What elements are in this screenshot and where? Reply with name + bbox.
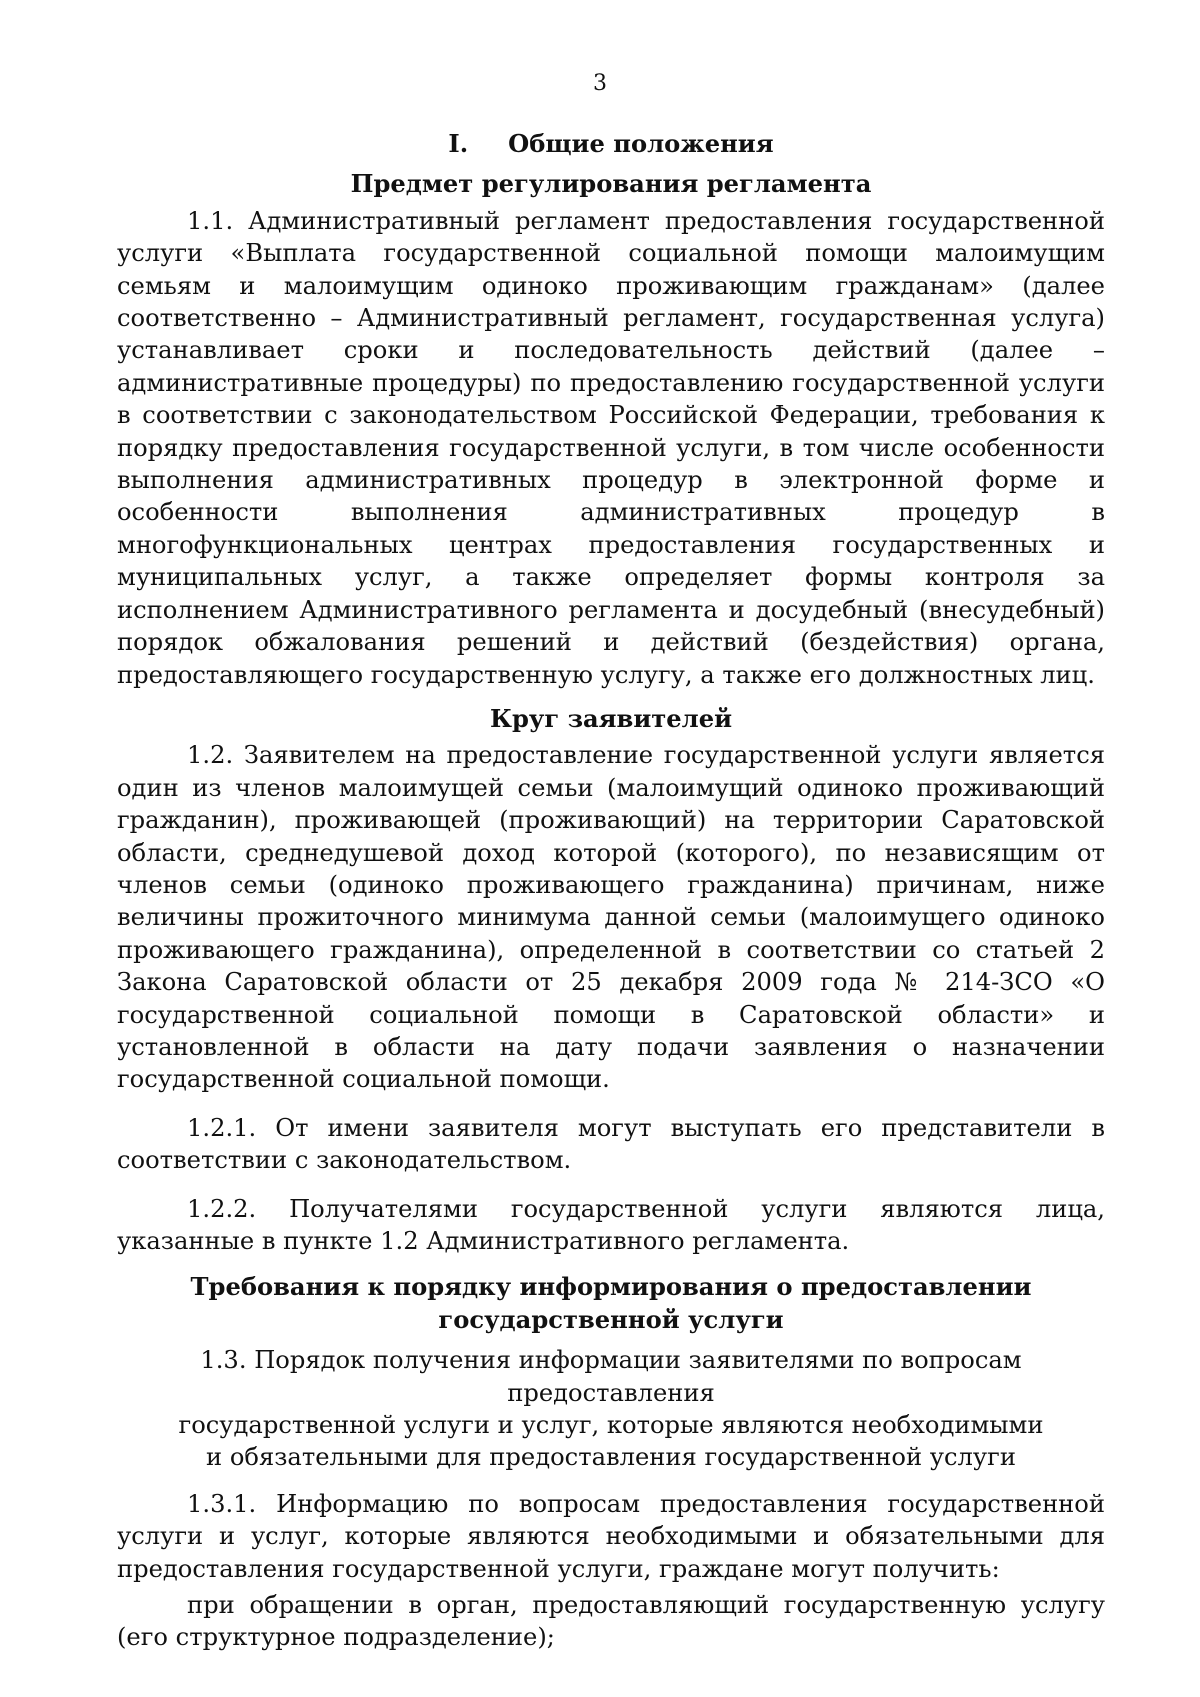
subheading-subject: Предмет регулирования регламента [350, 169, 872, 199]
subheading-1-3-line-1: 1.3. Порядок получения информации заявителями по вопросам предоставления [200, 1346, 1022, 1407]
paragraph-1-2: 1.2. Заявителем на предоставление государственной услуги является один из членов малоимущей семьи (малоимущий одиноко проживающий гражданин), проживающей (проживающий) на территории Саратовской области, среднедушевой доход которой (которого), по независящим от членов семьи (одиноко проживающего гражданина) причинам, ниже величины прожиточного минимума данной семьи (малоимущего одиноко проживающего гражданина), определенной в соответствии со статьей 2 Закона Саратовской области от 25 декабря 2009 года № 214-ЗСО «О государственной социальной помощи в Саратовской области» и установленной в области на дату подачи заявления о назначении государственной социальной помощи. [117, 741, 1105, 1094]
page-number: 3 [593, 71, 607, 96]
subheading-1-3 [117, 1344, 1105, 1474]
section-numeral: I. [448, 129, 469, 158]
subheading-1-3-line-3: и обязательными для предоставления государственной услуги [206, 1443, 1016, 1472]
section-heading [117, 128, 1105, 160]
paragraph-list-item-1: при обращении в орган, предоставляющий государственную услугу (его структурное подразделение); [117, 1591, 1105, 1652]
subheading-1-3-line-2: государственной услуги и услуг, которые являются необходимыми [178, 1411, 1044, 1440]
paragraph-1-3-1: 1.3.1. Информацию по вопросам предоставления государственной услуги и услуг, которые являются необходимыми и обязательными для предоставления государственной услуги, граждане могут получить: [117, 1489, 1105, 1583]
section-title: Общие положения [508, 129, 774, 158]
paragraph-1-1: 1.1. Административный регламент предоставления государственной услуги «Выплата государственной социальной помощи малоимущим семьям и малоимущим одиноко проживающим гражданам» (далее соответственно – Административный регламент, государственная услуга) устанавливает сроки и последовательность действий (далее – административные процедуры) по предоставлению государственной услуги в соответствии с законодательством Российской Федерации, требования к порядку предоставления государственной услуги, в том числе особенности выполнения административных процедур в электронной форме и особенности выполнения административных процедур в многофункциональных центрах предоставления государственных и муниципальных услуг, а также определяет формы контроля за исполнением Административного регламента и досудебный (внесудебный) порядок обжалования решений и действий (бездействия) органа, предоставляющего государственную услугу, а также его должностных лиц. [117, 206, 1105, 689]
document-body [117, 128, 1105, 1654]
paragraph-1-2-1: 1.2.1. От имени заявителя могут выступать его представители в соответствии с законодательством. [117, 1113, 1105, 1175]
subheading-requirements: Требования к порядку информирования о предоставлении государственной услуги [190, 1272, 1032, 1334]
paragraph-1-2-2: 1.2.2. Получателями государственной услуги являются лица, указанные в пункте 1.2 Административного регламента. [117, 1194, 1105, 1255]
subheading-applicants: Круг заявителей [489, 703, 733, 733]
